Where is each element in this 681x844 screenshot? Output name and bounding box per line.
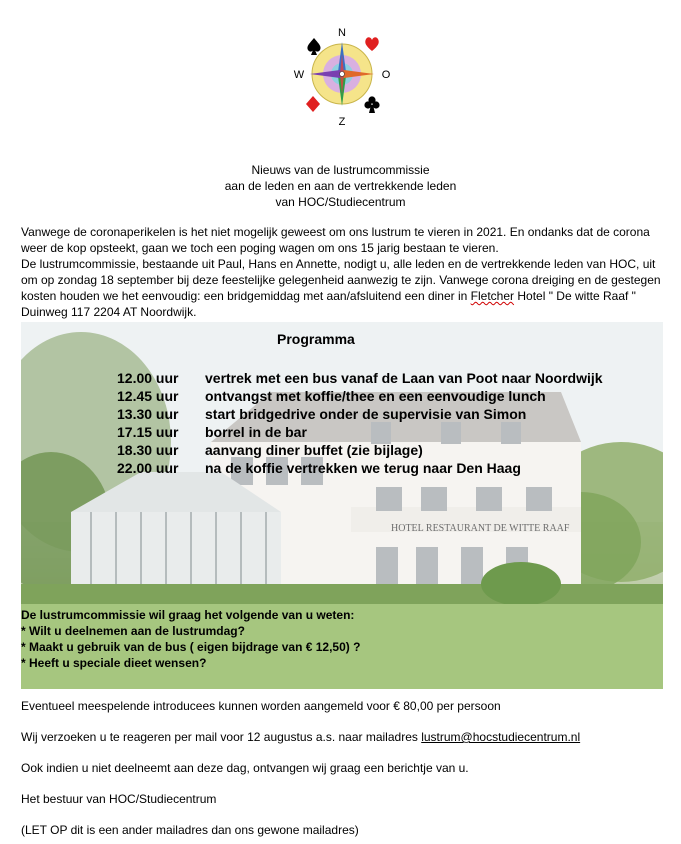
schedule-row (117, 423, 603, 441)
heart-icon (365, 37, 379, 51)
program-title: Programma (277, 331, 355, 347)
questions-intro: De lustrumcommissie wil graag het volgende van u weten: (21, 608, 355, 622)
introducees-text: Eventueel meespelende introducees kunnen worden aangemeld voor € 80,00 per persoon (21, 699, 501, 713)
schedule-row (117, 441, 603, 459)
heading-line-1: Nieuws van de lustrumcommissie (251, 163, 430, 177)
signature: Het bestuur van HOC/Studiecentrum (21, 792, 217, 806)
newsletter-heading (0, 162, 681, 210)
compass-south-label: Z (338, 116, 346, 128)
reply-text: Wij verzoeken u te reageren per mail voor 12 augustus a.s. naar mailadres lustrum@hocstudiecentrum.nl (21, 730, 581, 744)
schedule-row (117, 387, 603, 405)
question-2: * Maakt u gebruik van de bus ( eigen bijdrage van € 12,50) ? (21, 640, 361, 654)
not-attending-text: Ook indien u niet deelneemt aan deze dag, ontvangen wij graag een berichtje van u. (21, 761, 469, 775)
schedule-time: 12.00 uur (117, 370, 179, 386)
schedule-row (117, 369, 603, 387)
diamond-icon (306, 96, 320, 112)
schedule-time: 12.45 uur (117, 388, 179, 404)
heading-line-2: aan de leden en aan de vertrekkende leden (224, 179, 457, 193)
schedule-time: 22.00 uur (117, 460, 179, 476)
spade-icon (307, 38, 320, 55)
compass-west-label: W (293, 69, 305, 81)
question-3: * Heeft u speciale dieet wensen? (21, 656, 207, 670)
schedule-activity: ontvangst met koffie/thee en een eenvoudige lunch (205, 388, 546, 404)
compass-logo (292, 24, 392, 128)
email-link[interactable]: lustrum@hocstudiecentrum.nl (421, 730, 581, 744)
compass-north-label: N (338, 27, 346, 39)
schedule-time: 13.30 uur (117, 406, 179, 422)
schedule-activity: na de koffie vertrekken we terug naar Den Haag (205, 460, 521, 476)
schedule-activity: vertrek met een bus vanaf de Laan van Poot naar Noordwijk (205, 370, 603, 386)
compass-east-label: O (381, 69, 391, 81)
schedule-row (117, 405, 603, 423)
intro-paragraph-2: De lustrumcommissie, bestaande uit Paul, Hans en Annette, nodigt u, alle leden en de vertrekkende leden van HOC, uit om op zondag 18 september bij deze feestelijke gelegenheid aanwezig te zijn. Vanwege corona dreiging en de gestegen kosten houden we het eenvoudig: een bridgemiddag met aan/afsluitend een diner in Fletcher Hotel " De witte Raaf " Duinweg 117 2204 AT Noordwijk. (21, 257, 661, 319)
hotel-sign: HOTEL RESTAURANT DE WITTE RAAF (391, 523, 570, 534)
heading-line-3: van HOC/Studiecentrum (275, 195, 406, 209)
question-1: * Wilt u deelnemen aan de lustrumdag? (21, 624, 245, 638)
schedule-activity: start bridgedrive onder de supervisie van Simon (205, 406, 527, 422)
schedule-activity: aanvang diner buffet (zie bijlage) (205, 442, 423, 458)
intro-text (21, 224, 665, 320)
program-schedule (117, 369, 603, 477)
intro-paragraph-1: Vanwege de coronaperikelen is het niet mogelijk geweest om ons lustrum te vieren in 2021. En ondanks dat de corona weer de kop opsteekt, gaan we toch een poging wagen om ons 15 jarig bestaan te vieren. (21, 225, 650, 255)
schedule-time: 17.15 uur (117, 424, 179, 440)
schedule-row (117, 459, 603, 477)
schedule-time: 18.30 uur (117, 442, 179, 458)
mail-note: (LET OP dit is een ander mailadres dan ons gewone mailadres) (21, 823, 359, 837)
questions-block (21, 607, 360, 671)
schedule-activity: borrel in de bar (205, 424, 307, 440)
club-icon (364, 96, 379, 113)
spellcheck-word: Fletcher (470, 289, 515, 303)
